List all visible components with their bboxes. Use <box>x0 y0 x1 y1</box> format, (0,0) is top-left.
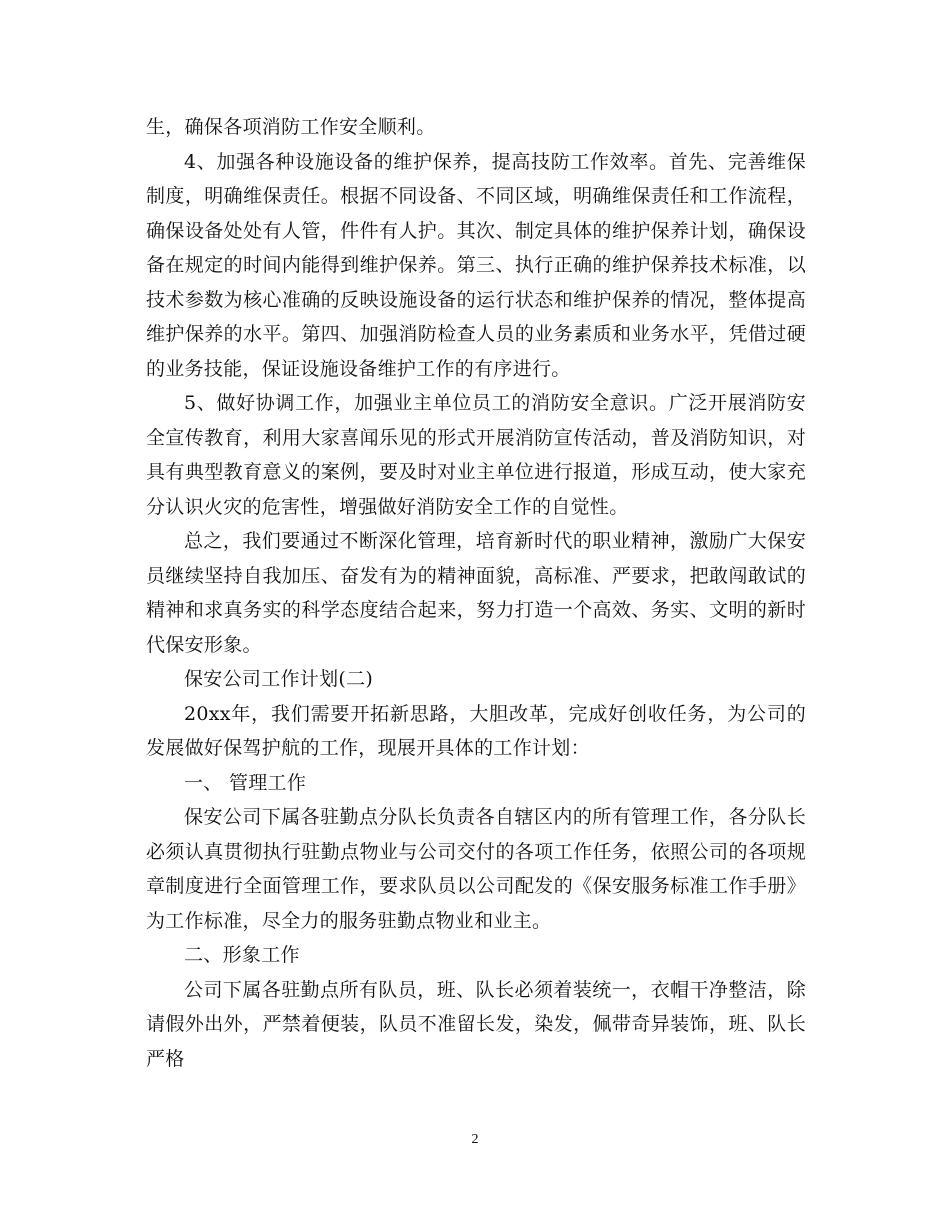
page-number: 2 <box>471 1132 479 1147</box>
paragraph-item-5: 5、做好协调工作，加强业主单位员工的消防安全意识。广泛开展消防安全宣传教育，利用大家喜闻乐见的形式开展消防宣传活动，普及消防知识，对具有典型教育意义的案例，要及时对业主单位进行报道，形成互动，使大家充分认识火灾的危害性，增强做好消防安全工作的自觉性。 <box>146 392 806 518</box>
section-heading: 保安公司工作计划(二) <box>184 668 374 690</box>
document-body <box>146 110 806 1076</box>
paragraph-item-4: 4、加强各种设施设备的维护保养，提高技防工作效率。首先、完善维保制度，明确维保责任。根据不同设备、不同区域，明确维保责任和工作流程，确保设备处处有人管，件件有人护。其次、制定具体的维护保养计划，确保设备在规定的时间内能得到维护保养。第三、执行正确的维护保养技术标准，以技术参数为核心准确的反映设施设备的运行状态和维护保养的情况，整体提高维护保养的水平。第四、加强消防检查人员的业务素质和业务水平，凭借过硬的业务技能，保证设施设备维护工作的有序进行。 <box>146 150 806 380</box>
subheading-management: 一、 管理工作 <box>184 771 307 794</box>
paragraph-management: 保安公司下属各驻勤点分队长负责各自辖区内的所有管理工作，各分队长必须认真贯彻执行驻勤点物业与公司交付的各项工作任务，依照公司的各项规章制度进行全面管理工作，要求队员以公司配发的《保安服务标准工作手册》为工作标准，尽全力的服务驻勤点物业和业主。 <box>146 806 806 932</box>
paragraph-image: 公司下属各驻勤点所有队员，班、队长必须着装统一，衣帽干净整洁，除请假外出外，严禁着便装，队员不准留长发，染发，佩带奇异装饰，班、队长严格 <box>146 978 806 1070</box>
paragraph-intro: 20xx年，我们需要开拓新思路，大胆改革，完成好创收任务，为公司的发展做好保驾护航的工作，现展开具体的工作计划： <box>146 702 806 759</box>
subheading-image: 二、形象工作 <box>184 944 300 966</box>
paragraph-continuation: 生，确保各项消防工作安全顺利。 <box>146 116 436 138</box>
paragraph-summary: 总之，我们要通过不断深化管理，培育新时代的职业精神，激励广大保安员继续坚持自我加压、奋发有为的精神面貌，高标准、严要求，把敢闯敢试的精神和求真务实的科学态度结合起来，努力打造一个高效、务实、文明的新时代保安形象。 <box>146 530 806 656</box>
